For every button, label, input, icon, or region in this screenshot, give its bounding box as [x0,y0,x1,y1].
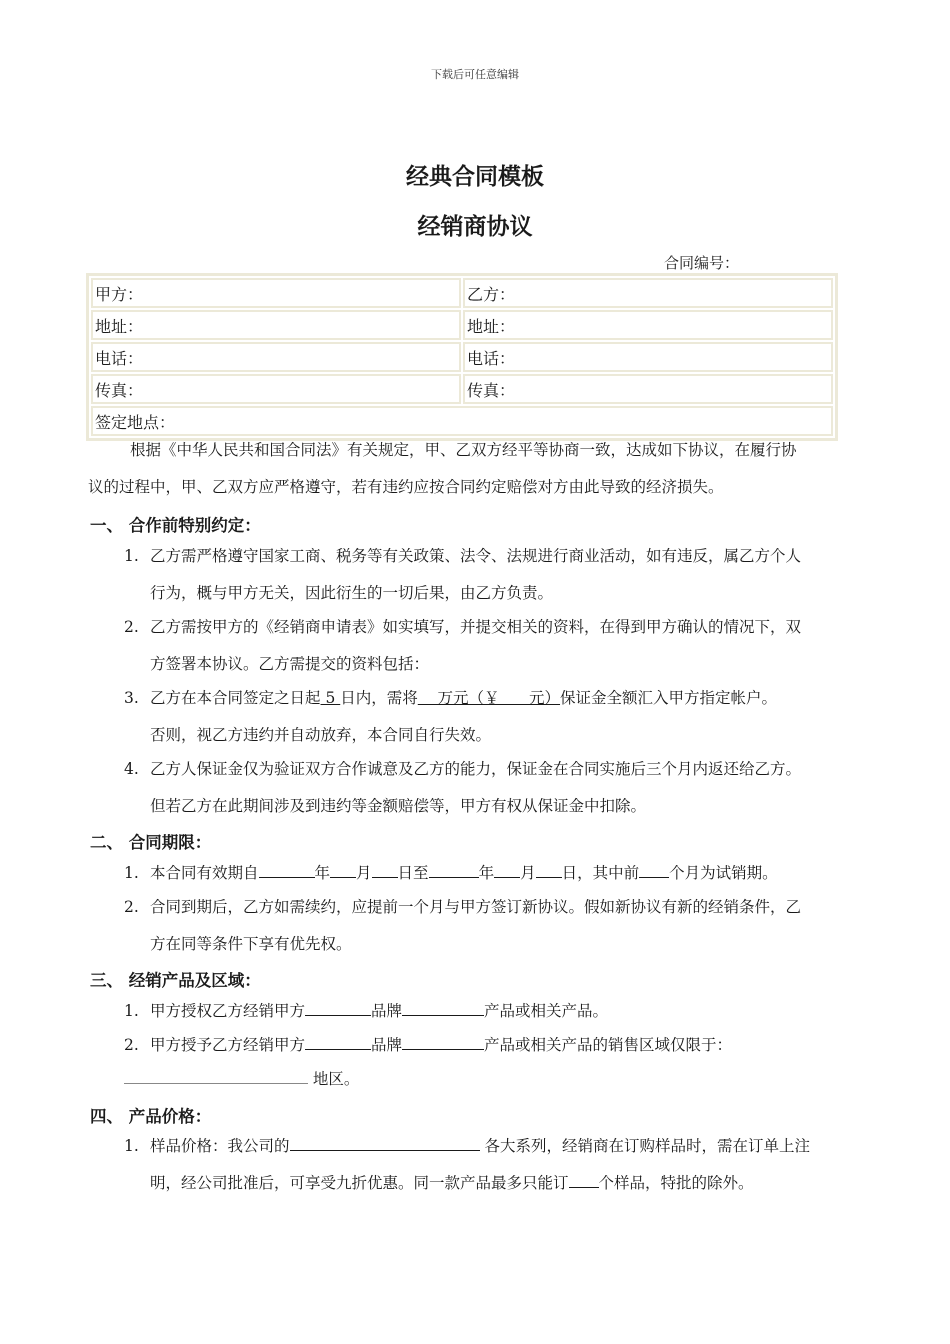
item-text: 月 [520,864,536,882]
list-item [124,680,864,754]
party-a-fax-field[interactable]: 传真： [91,374,461,404]
item-text: 个月为试销期。 [669,864,778,882]
item-text-cont: 明，经公司批准后，可享受九折优惠。同一款产品最多只能订 [150,1174,569,1192]
header-watermark: 下载后可任意编辑 [431,68,519,81]
list-item [124,889,864,963]
item-text-cont: 行为，概与甲方无关，因此衍生的一切后果，由乙方负责。 [150,584,554,602]
item-text-cont: 方在同等条件下享有优先权。 [150,935,352,953]
party-b-name-field[interactable]: 乙方： [463,278,833,308]
list-item [124,538,864,612]
party-b-fax-field[interactable]: 传真： [463,374,833,404]
brand-blank[interactable] [305,998,371,1016]
end-month-blank[interactable] [494,860,520,878]
series-blank[interactable] [290,1133,480,1151]
brand-blank[interactable] [305,1032,371,1050]
party-b-phone-field[interactable]: 电话： [463,342,833,372]
document-title: 经典合同模板 [406,164,544,190]
item-text: 产品或相关产品的销售区域仅限于： [484,1036,733,1054]
end-year-blank[interactable] [429,860,479,878]
item-text: 日内，需将 [340,689,418,707]
item-text: 日至 [397,864,429,882]
item-text: 各大系列，经销商在订购样品时，需在订单上注 [479,1137,810,1155]
item-text: 年 [478,864,495,882]
table-row [91,374,833,404]
trial-months-blank[interactable] [639,860,669,878]
section-4-heading: 四、 产品价格： [90,1107,212,1126]
product-blank[interactable] [402,998,484,1016]
table-row [91,278,833,308]
start-year-blank[interactable] [259,860,315,878]
item-text-cont: 否则，视乙方违约并自动放弃，本合同自行失效。 [150,726,492,744]
item-text: 日，其中前 [561,864,640,882]
item-text: 乙方需按甲方的《经销商申请表》如实填写，并提交相关的资料，在得到甲方确认的情况下，双 [150,618,802,636]
item-text-cont: 方签署本协议。乙方需提交的资料包括： [150,655,430,673]
item-text: 甲方授权乙方经销甲方 [150,1002,306,1020]
section-1-heading: 一、 合作前特别约定： [90,516,261,535]
item-text: 乙方人保证金仅为验证双方合作诚意及乙方的能力，保证金在合同实施后三个月内返还给乙方。 [150,760,802,778]
item-number: 1. [124,864,139,882]
intro-line-1: 根据《中华人民共和国合同法》有关规定，甲、乙双方经平等协商一致，达成如下协议，在履行协 [130,441,797,459]
region-blank[interactable] [124,1066,308,1084]
start-month-blank[interactable] [330,860,356,878]
table-row [91,310,833,340]
list-item [124,609,864,683]
item-number: 2. [124,898,139,916]
item-text: 保证金全额汇入甲方指定帐户。 [560,689,778,707]
list-item [124,751,864,825]
deposit-amount-blank[interactable]: 万元（￥ 元） [417,689,561,707]
item-number: 3. [124,689,139,707]
item-text: 月 [356,864,372,882]
item-number: 1. [124,547,139,565]
table-row [91,342,833,372]
intro-line-2: 议的过程中，甲、乙双方应严格遵守，若有违约应按合同约定赔偿对方由此导致的经济损失。 [88,478,724,496]
item-number: 2. [124,1036,139,1054]
sample-count-blank[interactable] [569,1170,599,1188]
item-text: 乙方需严格遵守国家工商、税务等有关政策、法令、法规进行商业活动，如有违反，属乙方个人 [150,547,802,565]
document-subtitle: 经销商协议 [417,214,533,240]
list-item [124,1128,864,1202]
product-blank[interactable] [402,1032,484,1050]
item-text: 品牌 [371,1036,403,1054]
item-number: 1. [124,1137,139,1155]
section-2-heading: 二、 合同期限： [90,833,212,852]
party-a-name-field[interactable]: 甲方： [91,278,461,308]
item-text: 乙方在本合同签定之日起 [150,689,321,707]
end-day-blank[interactable] [536,860,562,878]
party-b-address-field[interactable]: 地址： [463,310,833,340]
item-text: 甲方授予乙方经销甲方 [150,1036,306,1054]
days-blank[interactable]: 5 [320,689,341,707]
item-text: 年 [314,864,331,882]
item-number: 1. [124,1002,139,1020]
party-info-table [86,273,838,441]
item-text: 产品或相关产品。 [484,1002,609,1020]
item-text-cont: 个样品，特批的除外。 [598,1174,754,1192]
item-text: 合同到期后，乙方如需续约，应提前一个月与甲方签订新协议。假如新协议有新的经销条件，乙 [150,898,802,916]
section-3-heading: 三、 经销产品及区域： [90,971,261,990]
item-number: 2. [124,618,139,636]
item-number: 4. [124,760,139,778]
party-a-address-field[interactable]: 地址： [91,310,461,340]
party-a-phone-field[interactable]: 电话： [91,342,461,372]
intro-paragraph [88,432,858,506]
item-text: 本合同有效期自 [150,864,259,882]
list-item-cont [124,1061,864,1098]
item-text: 地区。 [308,1070,360,1088]
list-item [124,1027,864,1064]
item-text-cont: 但若乙方在此期间涉及到违约等金额赔偿等，甲方有权从保证金中扣除。 [150,797,647,815]
contract-number-label: 合同编号： [664,254,740,272]
start-day-blank[interactable] [372,860,398,878]
item-text: 样品价格：我公司的 [150,1137,290,1155]
list-item [124,993,864,1030]
list-item [124,855,864,892]
signing-place-field[interactable]: 签定地点： [91,406,833,436]
item-text: 品牌 [371,1002,403,1020]
